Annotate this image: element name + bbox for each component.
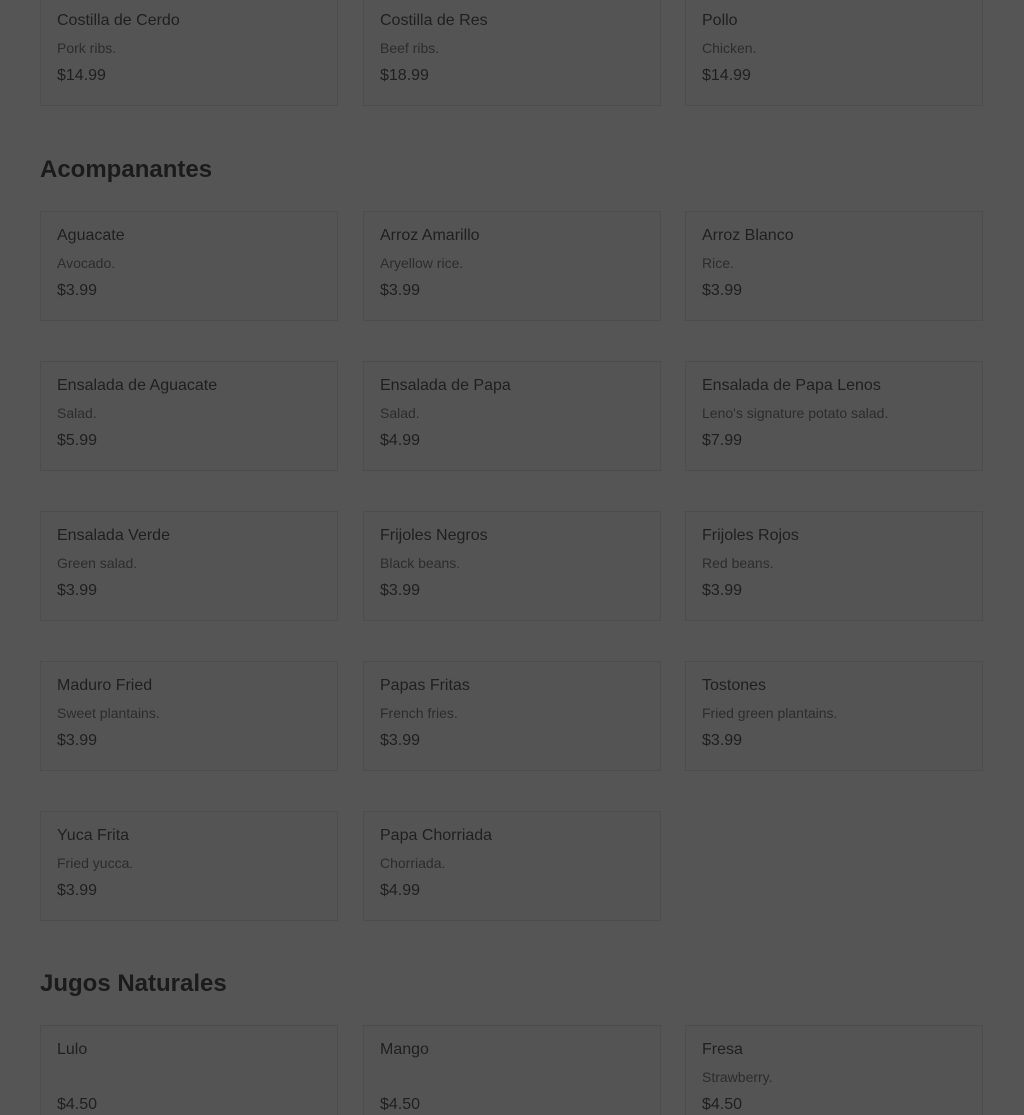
item-description: French fries. [380,705,458,721]
item-name: Ensalada Verde [57,527,170,544]
menu-item-card[interactable] [363,661,661,771]
item-name: Arroz Amarillo [380,227,480,244]
menu-item-card[interactable] [363,0,661,106]
item-price: $4.99 [380,432,421,449]
item-name: Ensalada de Papa Lenos [702,377,881,394]
item-name: Fresa [702,1041,743,1058]
item-description: Chorriada. [380,855,446,871]
item-description: Avocado. [57,255,116,271]
item-description: Sweet plantains. [57,705,160,721]
item-name: Yuca Frita [57,827,130,844]
item-description: Pork ribs. [57,40,117,56]
item-price: $14.99 [57,67,106,84]
item-price: $4.50 [702,1096,743,1113]
menu-item-card[interactable] [685,0,983,106]
item-description: Fried green plantains. [702,705,838,721]
item-price: $3.99 [702,282,743,299]
menu-item-card[interactable] [685,361,983,471]
item-price: $3.99 [57,732,98,749]
item-name: Maduro Fried [57,677,153,694]
menu-item-card[interactable] [363,1025,661,1115]
item-description: Rice. [702,255,734,271]
item-name: Costilla de Res [380,12,488,29]
item-price: $7.99 [702,432,743,449]
item-price: $3.99 [702,732,743,749]
item-name: Frijoles Negros [380,527,488,544]
item-description: Fried yucca. [57,855,134,871]
item-name: Pollo [702,12,738,29]
item-price: $3.99 [57,882,98,899]
menu-item-card[interactable] [685,211,983,321]
menu-item-card[interactable] [363,511,661,621]
item-description: Red beans. [702,555,774,571]
item-price: $18.99 [380,67,429,84]
menu-item-card[interactable] [40,661,338,771]
menu-item-card[interactable] [363,211,661,321]
item-description: Salad. [380,405,420,421]
item-description: Salad. [57,405,97,421]
item-price: $3.99 [380,582,421,599]
item-price: $3.99 [57,282,98,299]
item-description: Chicken. [702,40,757,56]
item-price: $3.99 [702,582,743,599]
item-price: $3.99 [57,582,98,599]
menu-item-card[interactable] [40,511,338,621]
item-description: Beef ribs. [380,40,440,56]
item-description: Leno's signature potato salad. [702,405,889,421]
item-name: Tostones [702,677,767,694]
item-price: $14.99 [702,67,751,84]
item-description: Aryellow rice. [380,255,464,271]
menu-item-card[interactable] [363,811,661,921]
item-name: Papas Fritas [380,677,470,694]
item-name: Costilla de Cerdo [57,12,180,29]
section-title: Jugos Naturales [40,970,227,997]
menu-item-card[interactable] [40,361,338,471]
item-name: Frijoles Rojos [702,527,799,544]
section-title: Acompanantes [40,156,213,183]
item-description: Black beans. [380,555,461,571]
item-name: Lulo [57,1041,88,1058]
item-name: Ensalada de Aguacate [57,377,218,394]
menu-item-card[interactable] [685,661,983,771]
item-price: $3.99 [380,282,421,299]
item-description: Green salad. [57,555,138,571]
menu-item-card[interactable] [40,1025,338,1115]
item-name: Arroz Blanco [702,227,794,244]
item-price: $4.50 [57,1096,98,1113]
item-price: $3.99 [380,732,421,749]
item-name: Aguacate [57,227,125,244]
menu-item-card[interactable] [363,361,661,471]
item-price: $5.99 [57,432,98,449]
menu-item-card[interactable] [40,211,338,321]
menu-item-card[interactable] [685,511,983,621]
item-name: Mango [380,1041,429,1058]
menu-item-card[interactable] [40,0,338,106]
item-name: Papa Chorriada [380,827,493,844]
item-price: $4.99 [380,882,421,899]
menu-item-card[interactable] [40,811,338,921]
menu-item-card[interactable] [685,1025,983,1115]
item-name: Ensalada de Papa [380,377,511,394]
item-price: $4.50 [380,1096,421,1113]
item-description: Strawberry. [702,1069,773,1085]
